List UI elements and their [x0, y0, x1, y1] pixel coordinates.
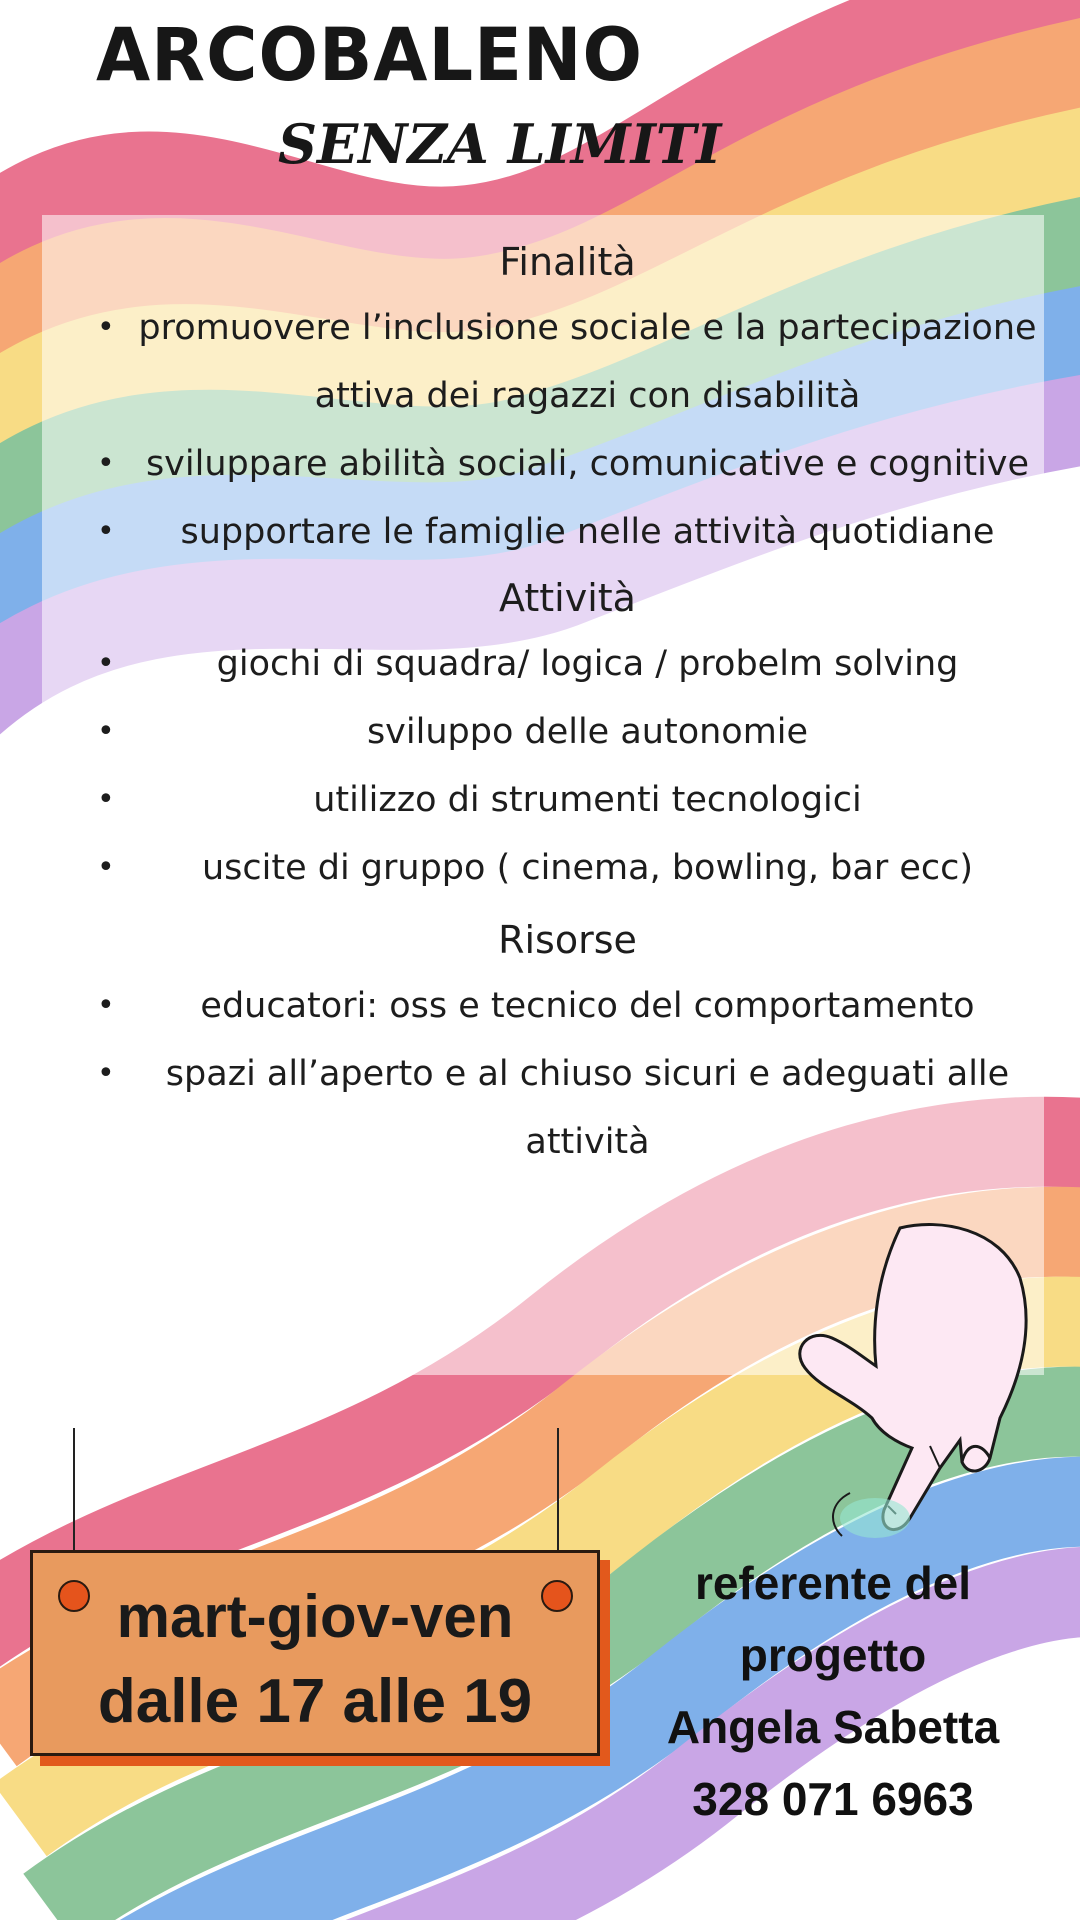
list-item: • uscite di gruppo ( cinema, bowling, bar ecc)	[95, 834, 1040, 902]
bullet-icon: •	[97, 446, 115, 481]
contact-name: Angela Sabetta	[666, 1701, 1000, 1753]
poster-title: ARCOBALENO	[96, 11, 643, 99]
list-item: • promuovere l’inclusione sociale e la partecipazione attiva dei ragazzi con disabilità	[95, 294, 1040, 430]
contact-phone: 328 071 6963	[692, 1773, 974, 1825]
bullet-icon: •	[97, 988, 115, 1023]
schedule-sign	[30, 1550, 600, 1756]
pin-left-icon	[58, 1580, 90, 1612]
list-item: • utilizzo di strumenti tecnologici	[95, 766, 1040, 834]
bullet-icon: •	[97, 1056, 115, 1091]
bullet-icon: •	[97, 714, 115, 749]
list-item: • sviluppare abilità sociali, comunicative e cognitive	[95, 430, 1040, 498]
list-item: • sviluppo delle autonomie	[95, 698, 1040, 766]
section-title-attivita: Attività	[499, 576, 636, 620]
poster-subtitle: SENZA LIMITI	[278, 112, 722, 176]
pointing-hand-icon	[780, 1218, 1040, 1558]
list-item: • spazi all’aperto e al chiuso sicuri e adeguati alle attività	[95, 1040, 1040, 1176]
contact-block	[608, 1547, 1058, 1835]
bullet-icon: •	[97, 782, 115, 817]
attivita-list	[95, 630, 1040, 902]
list-item: • giochi di squadra/ logica / probelm solving	[95, 630, 1040, 698]
schedule-days: mart-giov-ven	[116, 1583, 514, 1650]
section-title-risorse: Risorse	[498, 918, 637, 962]
contact-label-line1: referente del	[694, 1557, 972, 1609]
list-item: • supportare le famiglie nelle attività quotidiane	[95, 498, 1040, 566]
bullet-icon: •	[97, 646, 115, 681]
content	[95, 230, 1040, 1176]
risorse-list	[95, 972, 1040, 1176]
schedule-hours: dalle 17 alle 19	[97, 1667, 533, 1736]
finalita-list	[95, 294, 1040, 566]
bullet-icon: •	[97, 310, 115, 345]
bullet-icon: •	[97, 850, 115, 885]
contact-label-line2: progetto	[739, 1629, 927, 1681]
list-item: • educatori: oss e tecnico del comportamento	[95, 972, 1040, 1040]
pin-right-icon	[541, 1580, 573, 1612]
bullet-icon: •	[97, 514, 115, 549]
section-title-finalita: Finalità	[499, 240, 636, 284]
